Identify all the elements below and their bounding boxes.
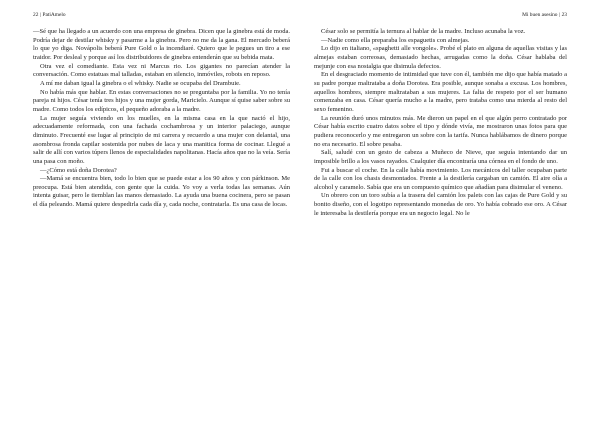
left-page-number: 22: [33, 12, 39, 18]
paragraph: No había más que hablar. En estas conversaciones no se preguntaba por la familia. Yo no tenía pareja ni hijos. César tenía tres hijos y una mujer gorda, Maricielo. Aunque sí quise saber sobre su madre. Como todos los edípicos, el pequeño adoraba a la madre.: [33, 88, 290, 113]
right-page: [300, 0, 600, 425]
paragraph: La mujer seguía viviendo en los muelles, en la misma casa en la que nació el hijo, adecuadamente reformada, con una fachada cochambrosa y un interior palaciego, aunque diminuto. Frecuenté ese lugar al principio de mi carrera y recuerdo a una mujer con delantal, una asombrosa fronda capilar sostenida por nubes de laca y una manitica forma de cocinar. Llegué a salir de allí con varios túpers llenos de especialidades napolitanas. Hacía años que no la veía. Sería una pasa con moño.: [33, 114, 290, 165]
paragraph: Un obrero con un toro subía a la trasera del camión los palets con las cajas de Pure Gold y su bonito diseño, con el logotipo representando monedas de oro. Yo había cobrado ese oro. A César le interesaba la destilería porque era un negocio legal. No le: [314, 192, 567, 217]
right-page-header: [314, 11, 567, 19]
paragraph: En el desgraciado momento de intimidad que tuve con él, también me dijo que había matado a su padre porque maltrataba a doña Dorotea. Era posible, aunque sonaba a excusa. Los hombres, aquellos hombres, siempre maltrataban a sus mujeres. La falta de respeto por el ser humano comenzaba en casa. César quería mucho a la madre, pero trataba como una mierda al resto del sexo femenino.: [314, 71, 567, 113]
right-page-number: 23: [561, 12, 567, 18]
header-separator: |: [559, 12, 561, 18]
left-page-body: [33, 28, 290, 210]
paragraph: —Sé que ha llegado a un acuerdo con una empresa de ginebra. Dicen que la ginebra está de moda. Podría dejar de destilar whisky y pasarme a la ginebra. Pero no me da la gana. El mercado beberá lo que yo diga. Novápolis beberá Pure Gold o la incendiaré. Quiero que le pegues un tiro a ese traidor. Por desleal y porque así los distribuidores de ginebra entenderán que su bebida mata.: [33, 28, 290, 61]
paragraph: —Nadie como ella preparaba los espaguetis con almejas.: [321, 36, 470, 44]
paragraph: César solo se permitía la ternura al hablar de la madre. Incluso acunaba la voz.: [321, 28, 526, 35]
paragraph: Salí, saludé con un gesto de cabeza a Muñeco de Nieve, que seguía intentando dar un imposible brillo a los vasos rayados. Cualquier día encontraría una córnea en el fondo de uno.: [314, 149, 567, 165]
paragraph: Lo dijo en italiano, «spaghetti alle vongole». Probé el plato en alguna de aquellas visitas y las almejas estaban correosas, demasiado hechas, arrugadas como la doña. César hablaba del mejunje con esa nostalgia que disimula defectos.: [314, 45, 567, 70]
right-page-title: Mi buen asesino: [522, 12, 558, 18]
paragraph: La reunión duró unos minutos más. Me dieron un papel en el que algún perro contratado por César había escrito cuatro datos sobre el tipo y dónde vivía, me mostraron unas fotos para que pudiera reconocerlo y me entregaron un sobre con la tarifa. Nunca hablábamos de dinero porque no era necesario. El sobre pesaba.: [314, 114, 567, 148]
paragraph: —Mamá se encuentra bien, todo lo bien que se puede estar a los 90 años y con párkinson. Me preocupa. Está bien atendida, con gente que la cuida. Yo voy a verla todas las semanas. Aún intenta guisar, pero le tiemblan las manos demasiado. La ayuda una buena cocinera, pero se pasan el día peleando. Mamá quiere despedirla cada día y, cada noche, contratarla. Es una casa de locas.: [33, 175, 290, 209]
left-page-header: [33, 11, 290, 19]
header-separator: |: [39, 12, 41, 18]
right-page-body: [314, 28, 567, 218]
paragraph: Otra vez el comediante. Esta vez ni Marcus rio. Los gigantes no parecían atender la conversación. Como estatuas mal talladas, estaban en silencio, inmóviles, robots en reposo.: [33, 62, 290, 79]
left-page-author: PatiAmelo: [42, 12, 66, 18]
paragraph: —¿Cómo está doña Dorotea?: [40, 166, 117, 174]
paragraph: Fui a buscar el coche. En la calle había movimiento. Los mecánicos del taller ocupaban parte de la calle con los chasis desmontados. Frente a la destilería cargaban un camión. El aire olía a alcohol y caramelo. Sabía que era un compuesto químico que añadían para disimular el veneno.: [314, 166, 567, 191]
paragraph: A mí me daban igual la ginebra o el whisky. Nadie se ocupaba del Drambuie.: [40, 79, 241, 87]
